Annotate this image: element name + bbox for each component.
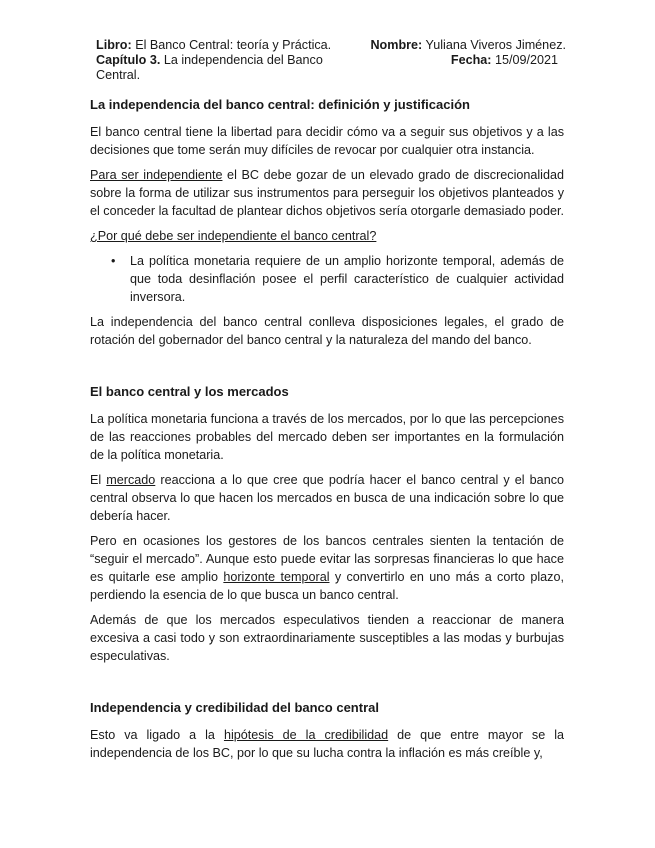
paragraph-text: reacciona a lo que cree que podría hacer el banco central y el banco central observa lo que hacen los mercados en busca de una indicación sobre lo que debería hacer. [90,473,564,523]
paragraph: La política monetaria funciona a través de los mercados, por lo que las percepciones de las reacciones probables del mercado deben ser importantes en la formulación de la política monetaria. [90,412,564,462]
paragraph-text: de que entre mayor se la independencia de los BC, por lo que su lucha contra la inflación es más creíble y, [90,728,565,760]
book-line [96,38,356,53]
paragraph [90,532,564,604]
paragraph [90,471,564,525]
paragraph-text: Esto va ligado a la [90,728,224,742]
date-value: 15/09/2021 [494,53,558,67]
paragraph: Además de que los mercados especulativos tienden a reaccionar de manera excesiva a casi todo y son extraordinariamente susceptibles a las modas y burbujas especulativas. [90,613,564,663]
paragraph: El banco central tiene la libertad para decidir cómo va a seguir sus objetivos y a las decisiones que tome serán muy difíciles de revocar por cualquier otra instancia. [90,125,564,157]
section-title-independencia: La independencia del banco central: definición y justificación [90,97,470,112]
paragraph-text: El [90,473,107,487]
date-label: Fecha: [450,53,492,67]
underlined-phrase: Para ser independiente [90,168,223,182]
underlined-phrase: horizonte temporal [223,570,330,584]
paragraph-text: el BC debe gozar de un elevado grado de discrecionalidad sobre la forma de utilizar sus instrumentos para perseguir los objetivos planteados y el conceder la facultad de plantear dichos objetivos sería otorgarle demasiado poder. [90,168,564,218]
chapter-title: La independencia del Banco Central. [96,53,323,82]
name-line [370,38,566,53]
book-label: Libro: [96,38,132,52]
bullet-list [90,252,564,306]
paragraph: La independencia del banco central conlleva disposiciones legales, el grado de rotación del gobernador del banco central y la naturaleza del mando del banco. [90,315,564,347]
underlined-phrase: hipótesis de la credibilidad [223,728,389,742]
document-header [96,38,566,83]
section-title-credibilidad: Independencia y credibilidad del banco central [90,700,379,715]
header-right [370,38,566,83]
question-text: ¿Por qué debe ser independiente el banco central? [90,229,377,243]
paragraph [90,726,564,762]
section-gap [90,672,564,699]
paragraph-text: Pero en ocasiones los gestores de los bancos centrales sienten la tentación de “seguir el mercado”. Aunque esto puede evitar las sorpresas financieras lo que hace es quitarle ese amplio [90,534,564,584]
paragraph-text: y convertirlo en uno más a corto plazo, perdiendo la esencia de lo que busca un banco central. [90,570,564,602]
section-gap [90,356,564,383]
name-label: Nombre: [370,38,423,52]
chapter-label: Capítulo 3. [96,53,161,67]
bullet-item: • La política monetaria requiere de un amplio horizonte temporal, además de que toda desinflación posee el perfil característico de cualquier actividad inversora. [130,252,564,306]
paragraph [90,166,564,220]
header-left [96,38,356,83]
book-title: El Banco Central: teoría y Práctica. [135,38,332,52]
underlined-word: mercado [106,473,156,487]
document-body [90,96,564,769]
author-name: Yuliana Viveros Jiménez. [425,38,566,52]
chapter-line [96,53,356,83]
section-title-mercados: El banco central y los mercados [90,384,289,399]
question-line [90,227,564,245]
date-line [370,53,566,68]
